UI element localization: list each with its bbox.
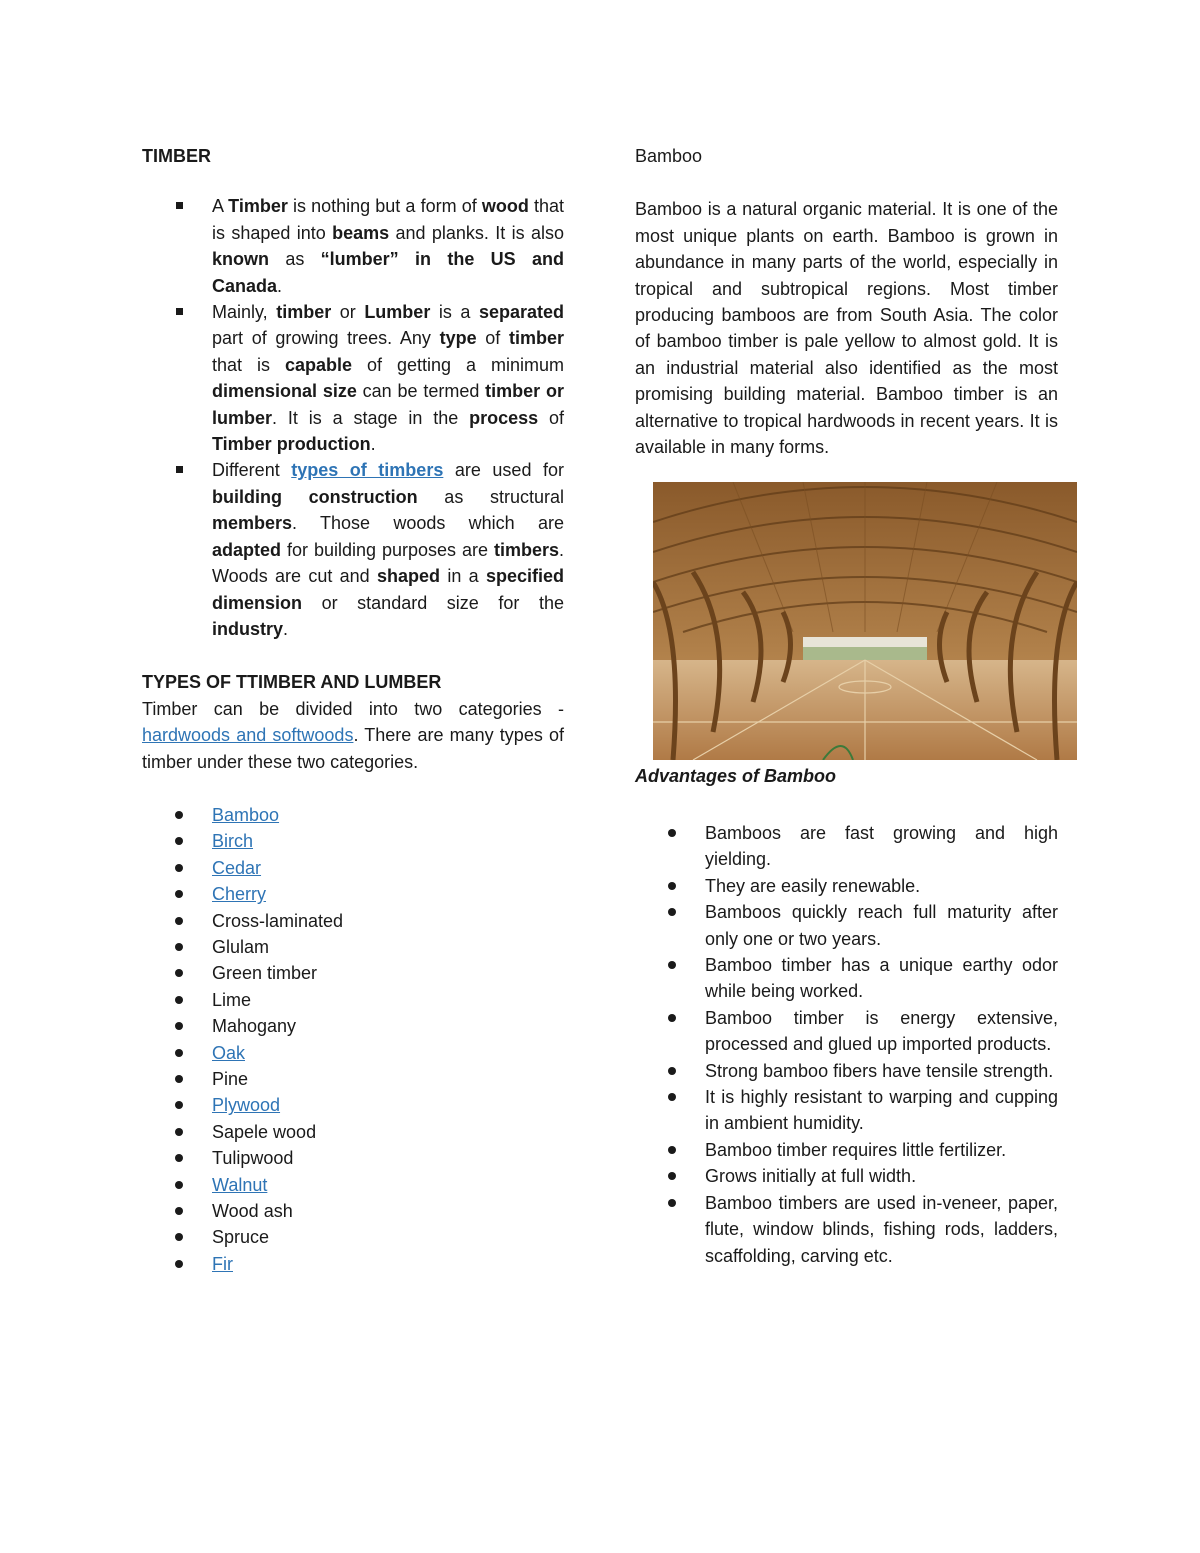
- right-column: [635, 143, 1058, 460]
- square-bullet-icon: [176, 466, 183, 473]
- timber-type-item: [142, 1013, 564, 1039]
- timber-type-item[interactable]: [142, 1172, 564, 1198]
- timber-type-link[interactable]: Birch: [212, 831, 254, 852]
- text-run: for building purposes are: [281, 539, 494, 560]
- bold-text: Lumber: [364, 302, 431, 323]
- types-heading: TYPES OF TTIMBER AND LUMBER: [142, 672, 442, 693]
- timber-bullet-item: [142, 299, 564, 457]
- round-bullet-icon: [175, 969, 183, 977]
- bold-text: members: [212, 513, 293, 534]
- bold-text: process: [469, 407, 539, 428]
- bold-text: construction: [308, 486, 418, 507]
- round-bullet-icon: [668, 1146, 676, 1154]
- timber-bullet-item: [142, 193, 564, 299]
- text-run: .: [277, 275, 283, 296]
- text-run: or: [331, 302, 365, 323]
- round-bullet-icon: [175, 811, 183, 819]
- timber-type-label: Cross-laminated: [212, 910, 344, 931]
- round-bullet-icon: [175, 837, 183, 845]
- left-column: [142, 143, 564, 1277]
- text-run: are used for: [443, 460, 564, 481]
- round-bullet-icon: [175, 1260, 183, 1268]
- advantage-text: Bamboo timber is energy extensive, processed and glued up imported products.: [705, 1007, 1058, 1055]
- round-bullet-icon: [668, 1093, 676, 1101]
- round-bullet-icon: [668, 908, 676, 916]
- round-bullet-icon: [175, 1049, 183, 1057]
- round-bullet-icon: [175, 917, 183, 925]
- inline-link[interactable]: hardwoods and softwoods: [142, 725, 354, 746]
- round-bullet-icon: [175, 1154, 183, 1162]
- timber-type-item: [142, 934, 564, 960]
- text-run: of: [476, 328, 509, 349]
- timber-type-item[interactable]: [142, 1040, 564, 1066]
- bold-text: timbers: [493, 539, 559, 560]
- round-bullet-icon: [175, 1207, 183, 1215]
- text-run: . It is a stage in the: [272, 407, 470, 428]
- text-run: is nothing but a form of: [287, 196, 482, 217]
- round-bullet-icon: [668, 1172, 676, 1180]
- bold-text: industry: [212, 618, 284, 639]
- bold-text: wood: [481, 196, 529, 217]
- bold-text: shaped: [376, 566, 441, 587]
- timber-type-label: Glulam: [212, 936, 270, 957]
- text-run: of getting a minimum: [352, 354, 564, 375]
- bold-text: Timber production: [212, 434, 371, 455]
- timber-type-item: [142, 1145, 564, 1171]
- bold-text: dimensional size: [212, 381, 357, 402]
- advantages-container: [635, 820, 1058, 1269]
- round-bullet-icon: [175, 943, 183, 951]
- advantage-text: It is highly resistant to warping and cupping in ambient humidity.: [705, 1087, 1058, 1134]
- timber-type-item: [142, 1224, 564, 1250]
- bold-text: beams: [332, 222, 390, 243]
- advantage-text: Bamboos quickly reach full maturity after only one or two years.: [705, 902, 1058, 949]
- round-bullet-icon: [175, 1181, 183, 1189]
- round-bullet-icon: [175, 1075, 183, 1083]
- timber-type-item[interactable]: [142, 1251, 564, 1277]
- timber-types-list: [142, 802, 564, 1277]
- text-run: of: [538, 407, 564, 428]
- bold-text: timber or lumber: [212, 381, 564, 428]
- advantage-item: [635, 952, 1058, 1005]
- inline-link[interactable]: types of timbers: [291, 460, 444, 481]
- timber-heading: TIMBER: [142, 146, 211, 166]
- round-bullet-icon: [668, 1014, 676, 1022]
- timber-type-link[interactable]: Walnut: [212, 1174, 268, 1195]
- timber-type-item[interactable]: [142, 855, 564, 881]
- timber-type-item: [142, 960, 564, 986]
- text-run: Mainly,: [212, 302, 277, 323]
- text-run: that is shaped into: [212, 196, 565, 243]
- text-run: as: [269, 249, 321, 270]
- timber-type-link[interactable]: Cedar: [212, 857, 262, 878]
- timber-type-link[interactable]: Oak: [212, 1042, 246, 1063]
- timber-bullet-list: [142, 193, 564, 642]
- text-run: .: [283, 618, 289, 639]
- timber-type-label: Spruce: [212, 1227, 270, 1248]
- round-bullet-icon: [668, 1067, 676, 1075]
- advantage-item: [635, 1058, 1058, 1084]
- advantage-text: Bamboo timbers are used in-veneer, paper, flute, window blinds, fishing rods, ladders, scaffolding, carving etc.: [705, 1192, 1058, 1266]
- text-run: is a: [430, 302, 479, 323]
- bold-text: capable: [284, 354, 353, 375]
- text-run: or standard size for the: [302, 592, 564, 613]
- bold-text: building: [212, 486, 282, 507]
- timber-type-link[interactable]: Bamboo: [212, 804, 280, 825]
- timber-type-item: [142, 908, 564, 934]
- bold-text: adapted: [212, 539, 282, 560]
- text-run: Timber can be divided into two categories -: [142, 698, 564, 719]
- text-run: and planks. It is also: [389, 222, 565, 243]
- timber-type-item[interactable]: [142, 828, 564, 854]
- round-bullet-icon: [668, 1199, 676, 1207]
- round-bullet-icon: [668, 961, 676, 969]
- timber-type-link[interactable]: Plywood: [212, 1095, 281, 1116]
- advantage-item: [635, 1163, 1058, 1189]
- bold-text: type: [439, 328, 477, 349]
- bold-text: “lumber” in the US and Canada: [212, 249, 564, 296]
- timber-type-label: Pine: [212, 1069, 249, 1089]
- timber-type-label: Lime: [212, 989, 252, 1010]
- bold-text: separated: [478, 302, 564, 323]
- text-run: A: [212, 196, 229, 217]
- advantage-item: [635, 1084, 1058, 1137]
- text-run: part of growing trees. Any: [212, 328, 440, 349]
- timber-type-link[interactable]: Fir: [212, 1253, 233, 1274]
- round-bullet-icon: [175, 890, 183, 898]
- advantage-text: Bamboo timber has a unique earthy odor while being worked.: [705, 955, 1058, 1002]
- bamboo-hall-photo: [653, 482, 1077, 760]
- timber-type-link[interactable]: Cherry: [212, 884, 267, 905]
- advantage-item: [635, 1190, 1058, 1269]
- advantages-heading: Advantages of Bamboo: [635, 766, 837, 786]
- text-run: [282, 487, 309, 507]
- bamboo-structure-image: [653, 482, 1077, 760]
- timber-type-item: [142, 1066, 564, 1092]
- bold-text: Timber: [228, 196, 288, 217]
- timber-type-item: [142, 1119, 564, 1145]
- text-run: that is: [212, 354, 285, 375]
- round-bullet-icon: [175, 996, 183, 1004]
- bamboo-heading: Bamboo: [635, 146, 703, 166]
- round-bullet-icon: [175, 864, 183, 872]
- text-run: as structural: [417, 486, 564, 507]
- bold-text: timber: [509, 328, 565, 349]
- advantage-item: [635, 899, 1058, 952]
- text-run: can be termed: [356, 381, 486, 402]
- text-run: in a: [440, 566, 486, 587]
- timber-type-item: [142, 1198, 564, 1224]
- timber-type-item[interactable]: [142, 1092, 564, 1118]
- text-run: . Those woods which are: [292, 513, 564, 534]
- bold-text: specified dimension: [212, 566, 564, 613]
- timber-type-label: Wood ash: [212, 1201, 293, 1222]
- advantage-item: [635, 873, 1058, 899]
- round-bullet-icon: [175, 1101, 183, 1109]
- advantage-text: They are easily renewable.: [705, 875, 921, 896]
- advantage-text: Grows initially at full width.: [705, 1166, 917, 1187]
- square-bullet-icon: [176, 308, 183, 315]
- timber-type-item: [142, 987, 564, 1013]
- advantage-item: [635, 820, 1058, 873]
- square-bullet-icon: [176, 202, 183, 209]
- advantages-list: [635, 820, 1058, 1269]
- timber-bullet-item: [142, 457, 564, 642]
- timber-type-label: Tulipwood: [212, 1148, 294, 1169]
- timber-type-label: Sapele wood: [212, 1121, 317, 1142]
- advantage-text: Bamboos are fast growing and high yielding.: [705, 823, 1058, 870]
- bold-text: known: [212, 249, 269, 270]
- timber-type-item[interactable]: [142, 881, 564, 907]
- advantage-item: [635, 1005, 1058, 1058]
- text-run: . There are many types of timber under these two categories.: [142, 725, 564, 772]
- text-run: .: [370, 434, 376, 455]
- round-bullet-icon: [668, 829, 676, 837]
- advantage-text: Strong bamboo fibers have tensile strength.: [705, 1060, 1054, 1081]
- timber-type-label: Mahogany: [212, 1016, 297, 1037]
- advantage-item: [635, 1137, 1058, 1163]
- text-run: . Woods are cut and: [212, 539, 564, 587]
- advantage-text: Bamboo timber requires little fertilizer.: [705, 1139, 1007, 1160]
- round-bullet-icon: [175, 1233, 183, 1241]
- types-paragraph: [142, 696, 564, 775]
- round-bullet-icon: [175, 1022, 183, 1030]
- timber-type-label: Green timber: [212, 963, 318, 984]
- text-run: Different: [212, 460, 292, 481]
- bamboo-intro-paragraph: Bamboo is a natural organic material. It is one of the most unique plants on earth. Bamboo is grown in abundance in many parts of the world, especially in tropical and subtropical regions. Most timber producing bamboos are from South Asia. The color of bamboo timber is pale yellow to almost gold. It is an industrial material also identified as the most promising building material. Bamboo timber is an alternative to tropical hardwoods in recent years. It is available in many forms.: [635, 199, 1058, 458]
- round-bullet-icon: [668, 882, 676, 890]
- bold-text: timber: [276, 302, 332, 323]
- round-bullet-icon: [175, 1128, 183, 1136]
- timber-type-item[interactable]: [142, 802, 564, 828]
